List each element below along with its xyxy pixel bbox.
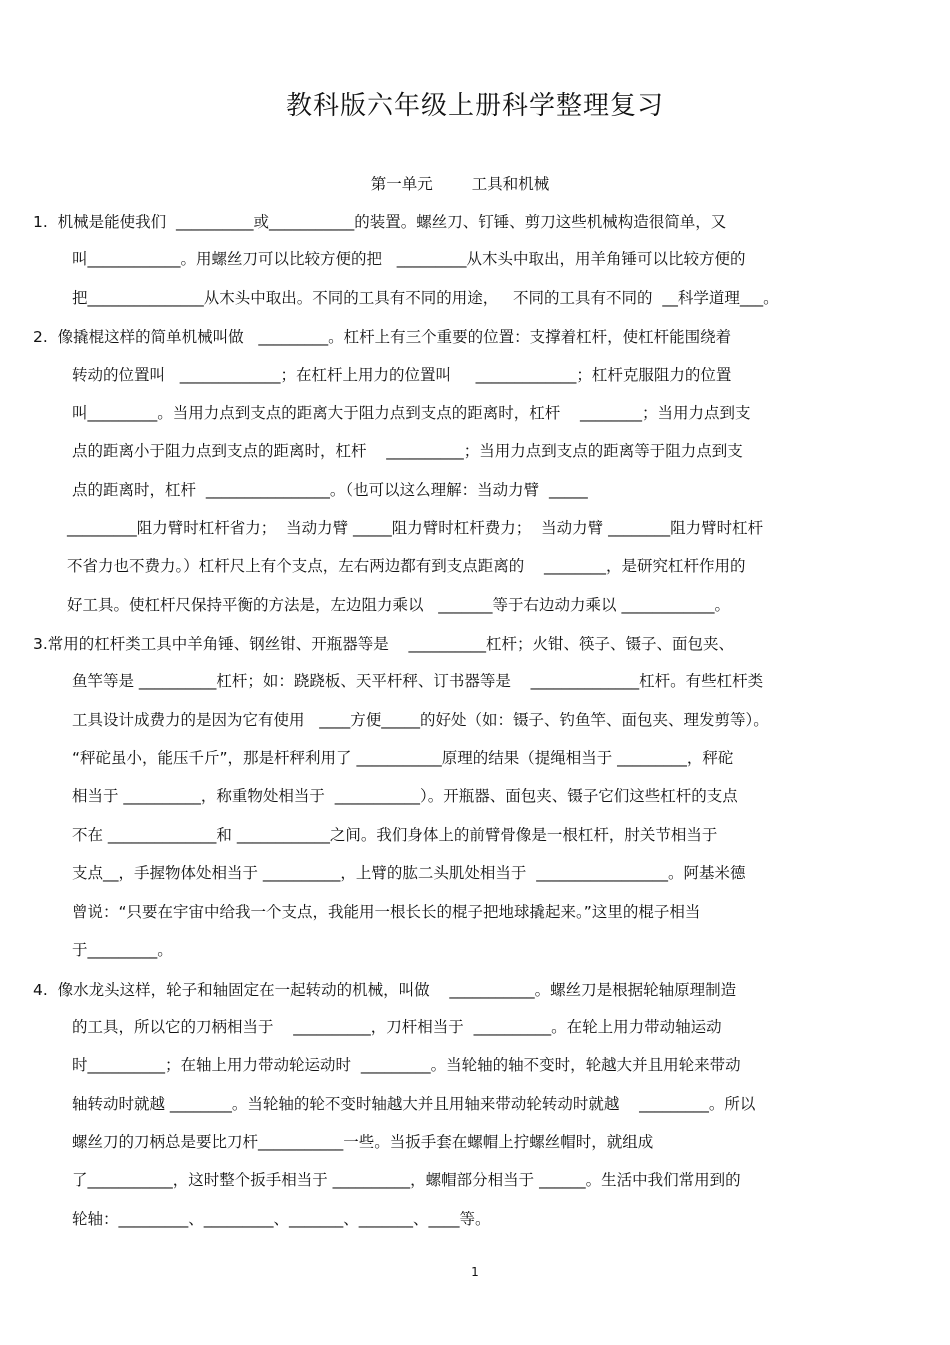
text-line: 轮轴：_________、_________、_______、_______、____等。: [72, 1210, 491, 1228]
text-line: 3.常用的杠杆类工具中羊角锤、钢丝钳、开瓶器等是 __________杠杆；火钳、筷子、镊子、面包夹、: [33, 635, 734, 653]
unit-name: 工具和机械: [471, 175, 550, 193]
text-line: 时__________；在轴上用力带动轮运动时 _________。当轮轴的轴不变时，轮越大并且用轮来带动: [72, 1056, 741, 1074]
text-line: 了___________，这时整个扳手相当于 __________，螺帽部分相当于 ______。生活中我们常用到的: [72, 1171, 741, 1189]
text-line: 不在 ______________和 ____________之间。我们身体上的前臂骨像是一根杠杆，肘关节相当于: [72, 826, 718, 844]
text-line: 曾说：“只要在宇宙中给我一个支点，我能用一根长长的棍子把地球撬起来。”这里的棍子相当: [72, 903, 701, 921]
text-line: 2. 像撬棍这样的简单机械叫做 _________。杠杆上有三个重要的位置：支撑着杠杆，使杠杆能围绕着: [33, 328, 732, 346]
text-line: 鱼竿等是 __________杠杆；如：跷跷板、天平杆秤、订书器等是 ______________杠杆。有些杠杆类: [72, 672, 764, 690]
text-line: 轴转动时就越 ________。当轮轴的轮不变时轴越大并且用轴来带动轮转动时就越 _________。所以: [72, 1095, 756, 1113]
text-line: 的工具，所以它的刀柄相当于 __________，刀杆相当于 __________。在轮上用力带动轴运动: [72, 1018, 722, 1036]
page-title: 教科版六年级上册科学整理复习: [285, 91, 664, 121]
text-line: 好工具。使杠杆尺保持平衡的方法是，左边阻力乘以 _______等于右边动力乘以 ____________。: [67, 596, 730, 614]
text-line: 点的距离小于阻力点到支点的距离时，杠杆 __________；当用力点到支点的距离等于阻力点到支: [72, 442, 743, 460]
text-line: 支点__，手握物体处相当于 __________，上臂的肱二头肌处相当于 _________________。阿基米德: [72, 864, 746, 882]
text-line: _________阻力臂时杠杆省力； 当动力臂 _____阻力臂时杠杆费力； 当动力臂 ________阻力臂时杠杆: [67, 519, 764, 537]
text-line: 叫_________。当用力点到支点的距离大于阻力点到支点的距离时，杠杆 ________；当用力点到支: [72, 404, 751, 422]
text-line: 相当于 __________，称重物处相当于 ___________）。开瓶器、面包夹、镊子它们这些杠杆的支点: [72, 787, 738, 805]
text-line: 于_________。: [72, 941, 173, 959]
text-line: “秤砣虽小，能压千斤”，那是杆秤利用了 ___________原理的结果（提绳相当于 _________，秤砣: [72, 749, 734, 767]
text-line: 1. 机械是能使我们 __________或___________的装置。螺丝刀、钉锤、剪刀这些机械构造很简单，又: [33, 213, 727, 231]
page-number: 1: [471, 1265, 479, 1279]
unit-number: 第一单元: [370, 175, 433, 193]
text-line: 转动的位置叫 _____________；在杠杆上用力的位置叫 _____________；杠杆克服阻力的位置: [72, 366, 732, 384]
unit-heading: [0, 172, 920, 194]
text-line: 点的距离时，杠杆 ________________。（也可以这么理解：当动力臂 _____: [72, 481, 588, 499]
text-line: 把_______________从木头中取出。不同的工具有不同的用途， 不同的工具有不同的 __科学道理___。: [72, 289, 779, 307]
text-line: 叫____________。用螺丝刀可以比较方便的把 _________从木头中取出，用羊角锤可以比较方便的: [72, 250, 746, 268]
text-line: 螺丝刀的刀柄总是要比刀杆___________一些。当扳手套在螺帽上拧螺丝帽时，就组成: [72, 1133, 654, 1151]
text-line: 4. 像水龙头这样，轮子和轴固定在一起转动的机械，叫做 ___________。螺丝刀是根据轮轴原理制造: [33, 981, 737, 999]
text-line: 不省力也不费力。）杠杆尺上有个支点，左右两边都有到支点距离的 ________，是研究杠杆作用的: [67, 557, 746, 575]
text-line: 工具设计成费力的是因为它有使用 ____方便_____的好处（如：镊子、钓鱼竿、面包夹、理发剪等）。: [72, 711, 769, 729]
